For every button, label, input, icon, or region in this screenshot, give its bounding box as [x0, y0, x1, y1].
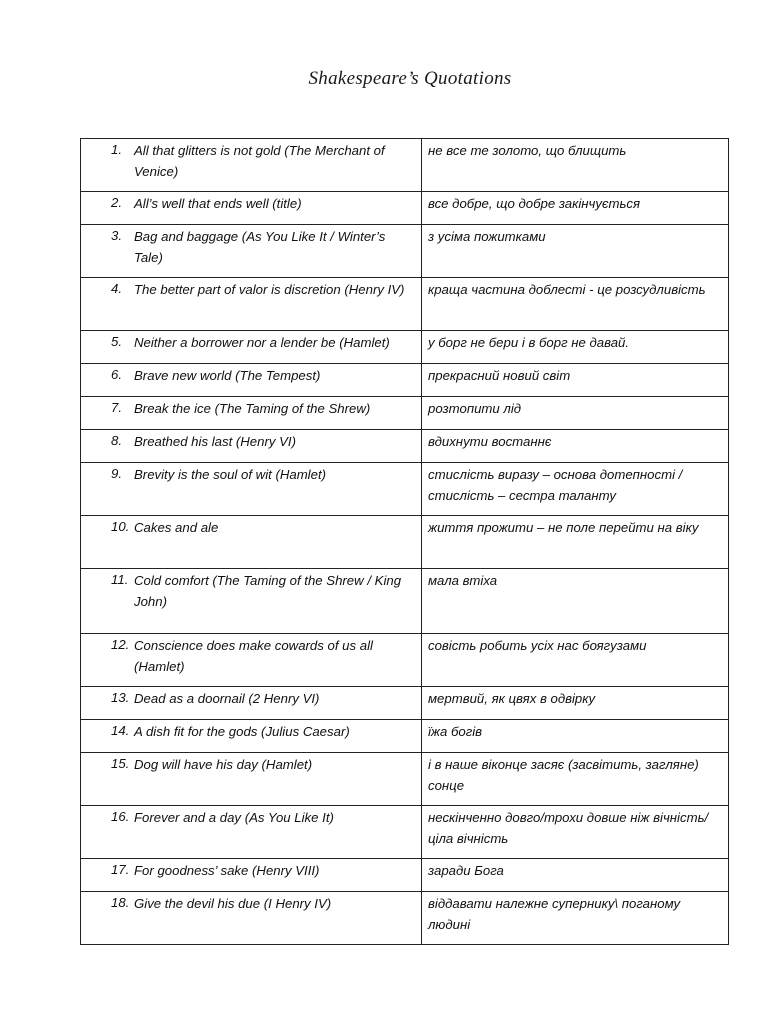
- english-quote-cell: [81, 331, 422, 364]
- ukrainian-translation-text: нескінченно довго/трохи довше ніж вічність/ціла вічність: [428, 810, 709, 846]
- english-quote-text: Neither a borrower nor a lender be (Hamlet): [134, 335, 390, 350]
- english-quote-text: Forever and a day (As You Like It): [134, 810, 334, 825]
- ukrainian-translation-text: все добре, що добре закінчується: [428, 196, 641, 211]
- english-quote-cell: [81, 463, 422, 516]
- english-quote-text: Dog will have his day (Hamlet): [134, 757, 313, 772]
- table-row: [81, 516, 729, 569]
- ukrainian-translation-cell: [422, 278, 729, 331]
- english-quote-text: Brevity is the soul of wit (Hamlet): [134, 467, 327, 482]
- english-quote-cell: [81, 364, 422, 397]
- table-row: [81, 634, 729, 687]
- ukrainian-translation-text: віддавати належне супернику\ поганому людині: [428, 896, 681, 932]
- english-quote-text: Brave new world (The Tempest): [134, 368, 321, 383]
- row-number: 12.: [111, 637, 130, 652]
- table-row: [81, 278, 729, 331]
- english-quote-text: Cakes and ale: [134, 520, 219, 535]
- english-quote-cell: [81, 892, 422, 945]
- table-row: [81, 463, 729, 516]
- ukrainian-translation-cell: [422, 569, 729, 634]
- english-quote-cell: [81, 139, 422, 192]
- ukrainian-translation-text: прекрасний новий світ: [428, 368, 571, 383]
- ukrainian-translation-cell: [422, 753, 729, 806]
- row-number: 10.: [111, 519, 130, 534]
- english-quote-cell: [81, 397, 422, 430]
- english-quote-cell: [81, 687, 422, 720]
- english-quote-text: Give the devil his due (I Henry IV): [134, 896, 332, 911]
- ukrainian-translation-cell: [422, 687, 729, 720]
- ukrainian-translation-text: краща частина доблесті - це розсудливість: [428, 282, 706, 297]
- english-quote-cell: [81, 720, 422, 753]
- row-number: 6.: [111, 367, 122, 382]
- table-row: [81, 397, 729, 430]
- ukrainian-translation-text: стислість виразу – основа дотепності / стислість – сестра таланту: [428, 467, 683, 503]
- row-number: 17.: [111, 862, 130, 877]
- ukrainian-translation-cell: [422, 225, 729, 278]
- row-number: 4.: [111, 281, 122, 296]
- ukrainian-translation-cell: [422, 430, 729, 463]
- ukrainian-translation-cell: [422, 859, 729, 892]
- table-row: [81, 720, 729, 753]
- ukrainian-translation-text: совість робить усіх нас боягузами: [428, 638, 647, 653]
- english-quote-text: Breathed his last (Henry VI): [134, 434, 296, 449]
- ukrainian-translation-text: і в наше віконце засяє (засвітить, загляне) сонце: [428, 757, 699, 793]
- row-number: 9.: [111, 466, 122, 481]
- table-row: [81, 859, 729, 892]
- row-number: 18.: [111, 895, 130, 910]
- row-number: 1.: [111, 142, 122, 157]
- ukrainian-translation-cell: [422, 892, 729, 945]
- ukrainian-translation-cell: [422, 720, 729, 753]
- ukrainian-translation-text: у борг не бери і в борг не давай.: [428, 335, 630, 350]
- english-quote-text: Dead as a doornail (2 Henry VI): [134, 691, 320, 706]
- table-row: [81, 331, 729, 364]
- row-number: 3.: [111, 228, 122, 243]
- ukrainian-translation-cell: [422, 139, 729, 192]
- english-quote-cell: [81, 516, 422, 569]
- row-number: 2.: [111, 195, 122, 210]
- ukrainian-translation-cell: [422, 634, 729, 687]
- row-number: 13.: [111, 690, 130, 705]
- table-row: [81, 892, 729, 945]
- english-quote-cell: [81, 859, 422, 892]
- english-quote-cell: [81, 278, 422, 331]
- ukrainian-translation-text: мертвий, як цвях в одвірку: [428, 691, 596, 706]
- page-title: Shakespeare’s Quotations: [308, 68, 512, 89]
- english-quote-cell: [81, 192, 422, 225]
- row-number: 7.: [111, 400, 122, 415]
- row-number: 8.: [111, 433, 122, 448]
- ukrainian-translation-text: не все те золото, що блищить: [428, 143, 627, 158]
- quotations-table: [80, 138, 729, 945]
- ukrainian-translation-cell: [422, 364, 729, 397]
- english-quote-text: Cold comfort (The Taming of the Shrew / King John): [134, 573, 402, 609]
- ukrainian-translation-cell: [422, 516, 729, 569]
- english-quote-text: Bag and baggage (As You Like It / Winter’s Tale): [134, 229, 386, 265]
- table-row: [81, 225, 729, 278]
- row-number: 11.: [111, 572, 129, 587]
- table-row: [81, 806, 729, 859]
- english-quote-cell: [81, 569, 422, 634]
- ukrainian-translation-cell: [422, 192, 729, 225]
- english-quote-cell: [81, 634, 422, 687]
- table-row: [81, 139, 729, 192]
- ukrainian-translation-text: їжа богів: [428, 724, 483, 739]
- table-row: [81, 687, 729, 720]
- ukrainian-translation-cell: [422, 331, 729, 364]
- english-quote-text: For goodness’ sake (Henry VIII): [134, 863, 320, 878]
- ukrainian-translation-cell: [422, 806, 729, 859]
- table-row: [81, 430, 729, 463]
- ukrainian-translation-text: мала втіха: [428, 573, 498, 588]
- ukrainian-translation-text: вдихнути востаннє: [428, 434, 552, 449]
- row-number: 5.: [111, 334, 122, 349]
- english-quote-text: Break the ice (The Taming of the Shrew): [134, 401, 371, 416]
- table-row: [81, 753, 729, 806]
- ukrainian-translation-text: заради Бога: [428, 863, 504, 878]
- english-quote-text: A dish fit for the gods (Julius Caesar): [134, 724, 350, 739]
- row-number: 14.: [111, 723, 130, 738]
- ukrainian-translation-cell: [422, 397, 729, 430]
- row-number: 16.: [111, 809, 130, 824]
- english-quote-cell: [81, 806, 422, 859]
- english-quote-text: All that glitters is not gold (The Merchant of Venice): [134, 143, 385, 179]
- english-quote-cell: [81, 225, 422, 278]
- ukrainian-translation-text: з усіма пожитками: [428, 229, 546, 244]
- table-row: [81, 192, 729, 225]
- ukrainian-translation-text: розтопити лід: [428, 401, 522, 416]
- english-quote-text: The better part of valor is discretion (Henry IV): [134, 282, 405, 297]
- ukrainian-translation-cell: [422, 463, 729, 516]
- english-quote-cell: [81, 753, 422, 806]
- ukrainian-translation-text: життя прожити – не поле перейти на віку: [428, 520, 699, 535]
- english-quote-text: All’s well that ends well (title): [134, 196, 302, 211]
- row-number: 15.: [111, 756, 130, 771]
- table-row: [81, 364, 729, 397]
- english-quote-cell: [81, 430, 422, 463]
- english-quote-text: Conscience does make cowards of us all (Hamlet): [134, 638, 373, 674]
- table-row: [81, 569, 729, 634]
